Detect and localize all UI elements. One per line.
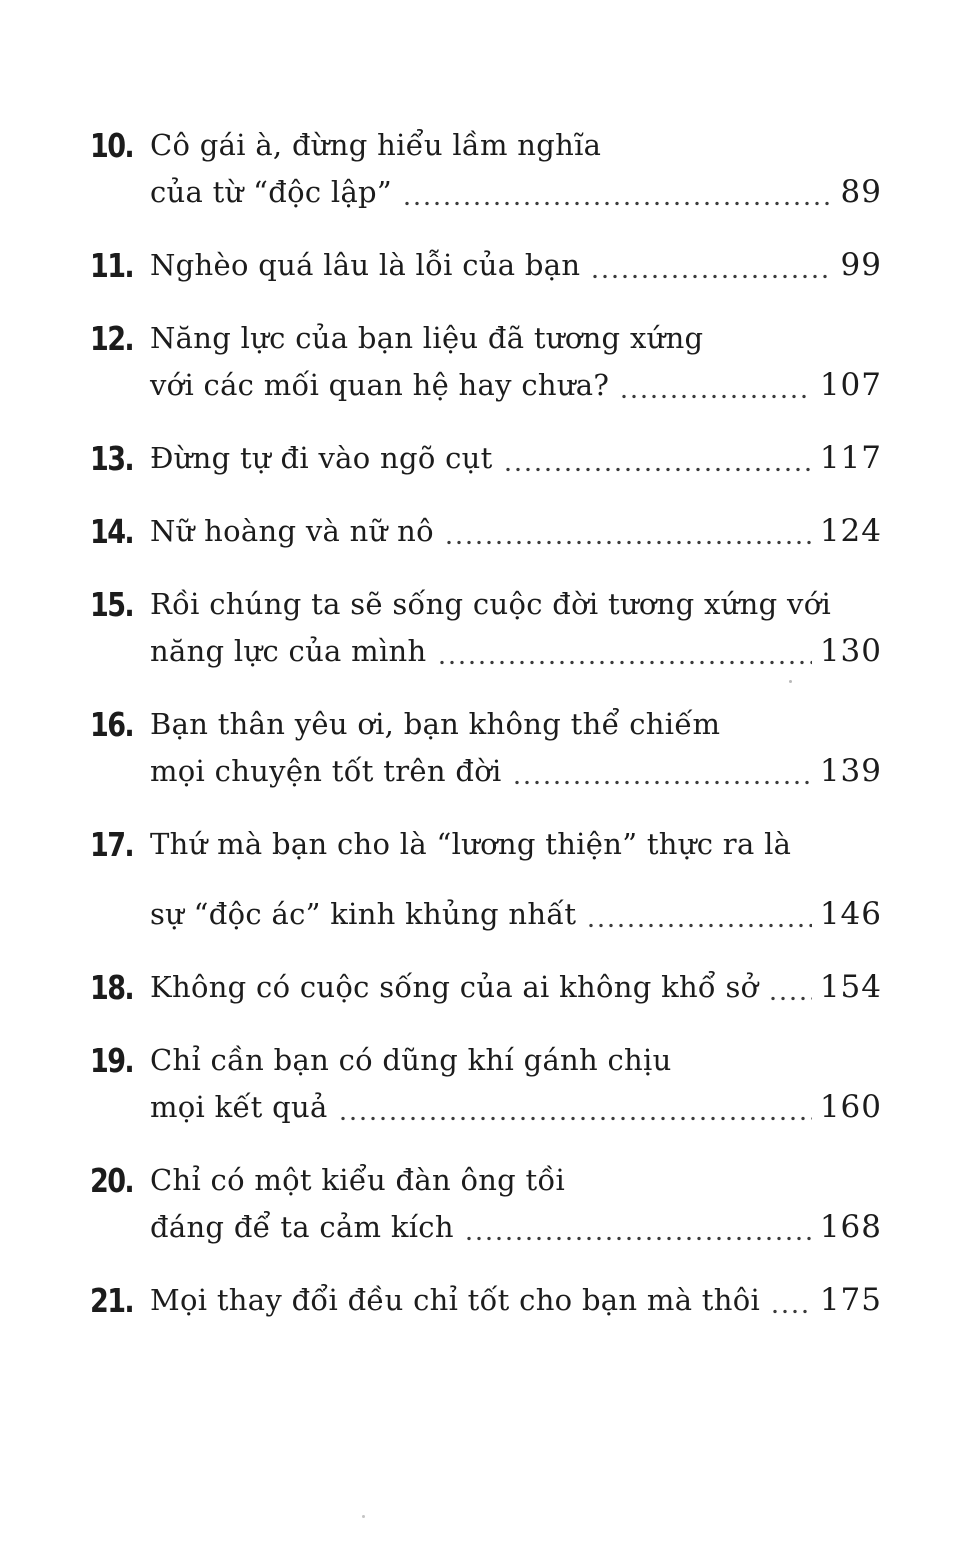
toc-entry-line	[150, 821, 882, 868]
toc-entry-page-number: 99	[840, 247, 882, 283]
toc-entry-line	[150, 891, 882, 938]
toc-entry-line	[150, 701, 882, 748]
toc-entry	[90, 315, 882, 409]
toc-entry-body	[150, 821, 882, 938]
toc-entry-number: 17.	[90, 825, 134, 864]
toc-entry-body	[150, 508, 882, 555]
toc-entry-title-text: Rồi chúng ta sẽ sống cuộc đời tương xứng với	[150, 587, 832, 621]
dotted-leader	[512, 780, 812, 785]
toc-entry	[90, 821, 882, 938]
toc-entry-body	[150, 435, 882, 482]
toc-entry-page-number: 146	[819, 896, 882, 932]
toc-entry-body	[150, 964, 882, 1011]
toc-entry-body	[150, 701, 882, 795]
toc-entry-line	[150, 508, 882, 555]
toc-entry	[90, 701, 882, 795]
toc-entry-body	[150, 1037, 882, 1131]
toc-entry-page-number: 168	[819, 1209, 882, 1245]
dotted-leader	[586, 923, 811, 928]
toc-entry-line	[150, 169, 882, 216]
dotted-leader	[338, 1116, 812, 1121]
toc-entry-title-text: Không có cuộc sống của ai không khổ sở	[150, 970, 759, 1004]
toc-entry-title-text: Chỉ cần bạn có dũng khí gánh chịu	[150, 1043, 672, 1077]
toc-entry-number: 19.	[90, 1041, 134, 1080]
dotted-leader	[619, 394, 812, 399]
toc-entry-title-text: Cô gái à, đừng hiểu lầm nghĩa	[150, 128, 602, 162]
toc-entry	[90, 122, 882, 216]
toc-entry	[90, 1277, 882, 1324]
toc-entry-title-text: sự “độc ác” kinh khủng nhất	[150, 897, 577, 931]
toc-entry	[90, 1157, 882, 1251]
toc-entry-line	[150, 628, 882, 675]
dotted-leader	[444, 540, 812, 545]
toc-entry-page-number: 139	[819, 753, 882, 789]
toc-entry-number: 21.	[90, 1281, 134, 1320]
toc-entry-page-number: 124	[819, 513, 882, 549]
toc-entry	[90, 581, 882, 675]
toc-entry-line	[150, 1157, 882, 1204]
dotted-leader	[770, 1309, 812, 1314]
toc-entry-page-number: 175	[819, 1282, 882, 1318]
table-of-contents	[90, 122, 882, 1324]
toc-entry-title-text: mọi kết quả	[150, 1090, 328, 1124]
toc-entry-title-text: Bạn thân yêu ơi, bạn không thể chiếm	[150, 707, 721, 741]
toc-entry-page-number: 160	[819, 1089, 882, 1125]
toc-entry-page-number: 89	[840, 174, 882, 210]
toc-entry-title-text: đáng để ta cảm kích	[150, 1210, 454, 1244]
dotted-leader	[437, 660, 812, 665]
dotted-leader	[503, 467, 812, 472]
dotted-leader	[768, 996, 811, 1001]
toc-entry-line	[150, 315, 882, 362]
toc-entry	[90, 242, 882, 289]
toc-entry-page-number: 117	[819, 440, 882, 476]
toc-entry-title-text: Nữ hoàng và nữ nô	[150, 514, 434, 548]
toc-entry-line	[150, 748, 882, 795]
toc-entry-number: 12.	[90, 319, 134, 358]
toc-entry-line	[150, 581, 882, 628]
toc-entry-title-text: năng lực của mình	[150, 634, 427, 668]
toc-entry-number: 20.	[90, 1161, 134, 1200]
toc-entry	[90, 1037, 882, 1131]
toc-entry-body	[150, 242, 882, 289]
dotted-leader	[402, 201, 833, 206]
dotted-leader	[590, 274, 832, 279]
toc-entry-line	[150, 1204, 882, 1251]
toc-entry-line	[150, 362, 882, 409]
toc-entry-title-text: mọi chuyện tốt trên đời	[150, 754, 502, 788]
toc-entry-line	[150, 964, 882, 1011]
toc-entry-title-text: của từ “độc lập”	[150, 175, 393, 209]
toc-entry-title-text: Năng lực của bạn liệu đã tương xứng	[150, 321, 704, 355]
toc-entry-line	[150, 1277, 882, 1324]
toc-entry-title-text: Chỉ có một kiểu đàn ông tồi	[150, 1163, 566, 1197]
toc-entry-number: 18.	[90, 968, 134, 1007]
toc-entry-body	[150, 315, 882, 409]
toc-entry-line	[150, 1037, 882, 1084]
toc-entry	[90, 435, 882, 482]
toc-entry-page-number: 107	[819, 367, 882, 403]
toc-entry-number: 11.	[90, 246, 134, 285]
toc-entry-title-text: Nghèo quá lâu là lỗi của bạn	[150, 248, 581, 282]
toc-entry-body	[150, 1277, 882, 1324]
toc-entry-number: 16.	[90, 705, 134, 744]
toc-entry-page-number: 130	[819, 633, 882, 669]
toc-entry-title-text: Thứ mà bạn cho là “lương thiện” thực ra là	[150, 827, 792, 861]
scan-speck	[362, 1515, 365, 1518]
toc-entry-line	[150, 242, 882, 289]
toc-entry-number: 15.	[90, 585, 134, 624]
toc-entry-title-text: Đừng tự đi vào ngõ cụt	[150, 441, 493, 475]
toc-entry-page-number: 154	[819, 969, 882, 1005]
toc-entry-body	[150, 122, 882, 216]
toc-entry-line	[150, 122, 882, 169]
dotted-leader	[464, 1236, 812, 1241]
toc-entry-number: 10.	[90, 126, 134, 165]
toc-entry-line	[150, 1084, 882, 1131]
toc-entry-line	[150, 435, 882, 482]
toc-entry	[90, 964, 882, 1011]
toc-entry-title-text: với các mối quan hệ hay chưa?	[150, 368, 610, 402]
toc-entry-body	[150, 581, 882, 675]
toc-entry-body	[150, 1157, 882, 1251]
toc-entry	[90, 508, 882, 555]
toc-entry-number: 14.	[90, 512, 134, 551]
toc-entry-title-text: Mọi thay đổi đều chỉ tốt cho bạn mà thôi	[150, 1283, 761, 1317]
toc-entry-number: 13.	[90, 439, 134, 478]
scan-speck	[789, 680, 792, 683]
